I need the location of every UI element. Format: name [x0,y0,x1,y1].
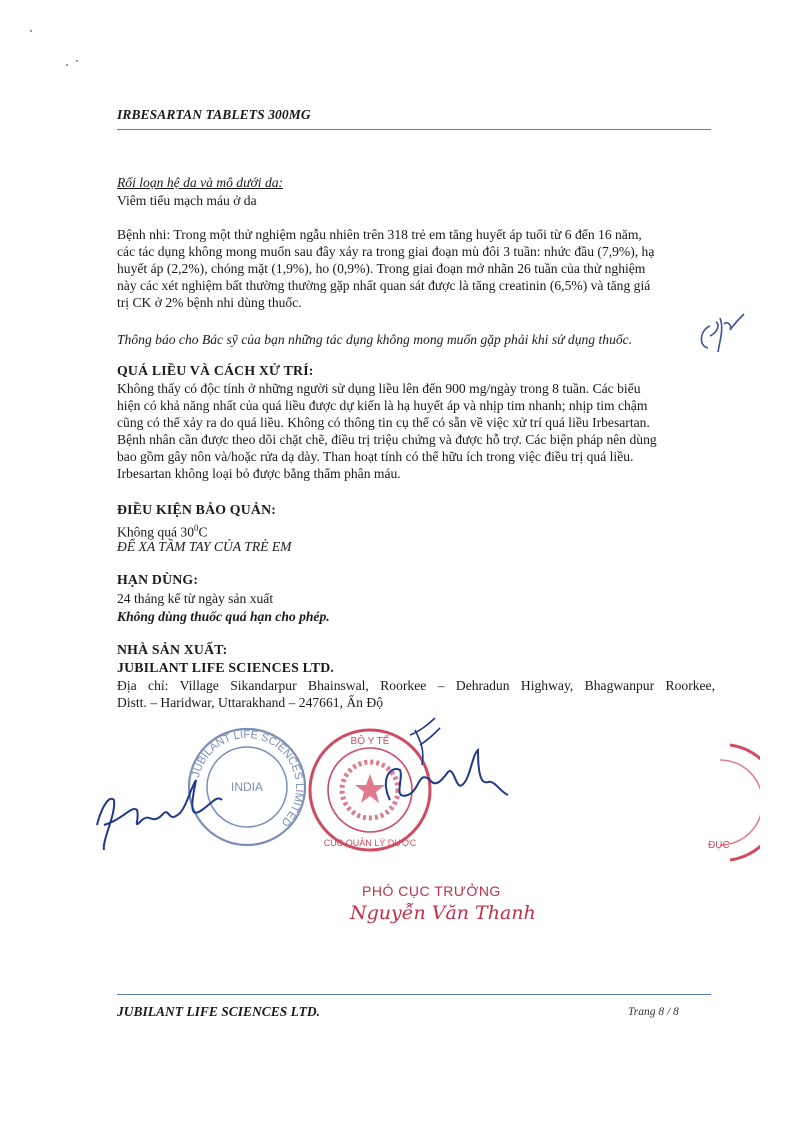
overdose-line: cũng có thể xảy ra do quá liều. Không có thông tin cụ thể có sẵn về việc xử trí quá liều Irbesartan. [117,415,650,430]
partial-stamp-right [700,740,760,865]
official-signature [370,710,510,820]
shelf-life-value: 24 tháng kể từ ngày sản xuất [117,591,274,606]
storage-temp-degree: 0 [194,523,199,533]
overdose-line: hiện có khả năng nhất của quá liều được dự kiến là hạ huyết áp và nhịp tim nhanh; nhịp tim chậm [117,398,648,413]
handwritten-initials [690,306,750,356]
skin-section-item: Viêm tiểu mạch máu ở da [117,193,257,208]
pediatric-line: huyết áp (2,2%), chóng mặt (1,9%), ho (0,9%). Trong giai đoạn mở nhãn 26 tuần của thử nghiệm [117,261,646,276]
scan-speck [76,60,78,62]
storage-warning: ĐỂ XA TẦM TAY CỦA TRẺ EM [117,539,292,554]
manufacturer-name: JUBILANT LIFE SCIENCES LTD. [117,660,335,675]
pediatric-line: này các xét nghiệm bất thường thường gặp nhất quan sát được là tăng creatinin (6,5%) và tăng giá [117,278,651,293]
pediatric-line: trị CK ở 2% bệnh nhi dùng thuốc. [117,295,302,310]
manufacturer-address-line1: Địa chỉ: Village Sikandarpur Bhainswal, Roorkee – Dehradun Highway, Bhagwanpur Roorkee, [117,678,715,693]
company-stamp-ring-text: JUBILANT LIFE SCIENCES LIMITED [190,728,306,829]
shelf-life-warning: Không dùng thuốc quá hạn cho phép. [117,609,330,624]
scan-speck [30,30,32,32]
storage-heading: ĐIỀU KIỆN BẢO QUẢN: [117,502,277,517]
skin-section-heading: Rối loạn hệ da và mô dưới da: [117,175,284,190]
official-stamp-top-text: BỘ Y TẾ [350,736,390,747]
manufacturer-heading: NHÀ SẢN XUẤT: [117,642,228,657]
signer-title: PHÓ CỤC TRƯỞNG [362,883,501,899]
pediatric-line: Bệnh nhi: Trong một thử nghiệm ngẫu nhiên trên 318 trẻ em tăng huyết áp tuổi từ 6 đến 16 năm, [117,227,642,242]
manufacturer-address-line2: Distt. – Haridwar, Uttarakhand – 247661, Ấn Độ [117,695,383,710]
header-rule [117,129,711,130]
document-header-title: IRBESARTAN TABLETS 300MG [117,107,311,122]
footer-rule [117,994,711,995]
overdose-line: bao gồm gây nôn và/hoặc rửa dạ dày. Than hoạt tính có thể hữu ích trong việc điều trị quá liều. [117,449,634,464]
storage-temp-unit: C [198,524,208,540]
footer-company: JUBILANT LIFE SCIENCES LTD. [117,1004,321,1019]
shelf-life-heading: HẠN DÙNG: [117,572,199,587]
page-number: Trang 8 / 8 [628,1006,679,1018]
signer-name: Nguyễn Văn Thanh [350,902,536,924]
notice-text: Thông báo cho Bác sỹ của bạn những tác dụng không mong muốn gặp phải khi sử dụng thuốc. [117,332,633,347]
partial-stamp-text: ĐỤC [708,840,730,851]
pediatric-paragraph [117,226,715,311]
pediatric-line: các tác dụng không mong muốn sau đây xảy ra trong giai đoạn mù đôi 3 tuần: nhức đầu (7,9%), hạ [117,244,655,259]
company-stamp-center-text: INDIA [230,780,264,794]
overdose-paragraph [117,380,715,482]
official-stamp-bottom-text: CỤC QUẢN LÝ DƯỢC [323,838,417,848]
storage-temp-value: Không quá 30 [117,524,195,540]
overdose-line: Irbesartan không loại bỏ được bằng thẩm phân máu. [117,466,401,481]
overdose-line: Không thấy có độc tính ở những người sử dụng liều lên đến 900 mg/ngày trong 8 tuần. Các biểu [117,381,641,396]
overdose-line: Bệnh nhân cần được theo dõi chặt chẽ, điều trị triệu chứng và được hỗ trợ. Các biện pháp nên dùng [117,432,657,447]
scan-speck [66,64,68,66]
company-signature [92,765,267,860]
overdose-heading: QUÁ LIỀU VÀ CÁCH XỬ TRÍ: [117,363,314,378]
